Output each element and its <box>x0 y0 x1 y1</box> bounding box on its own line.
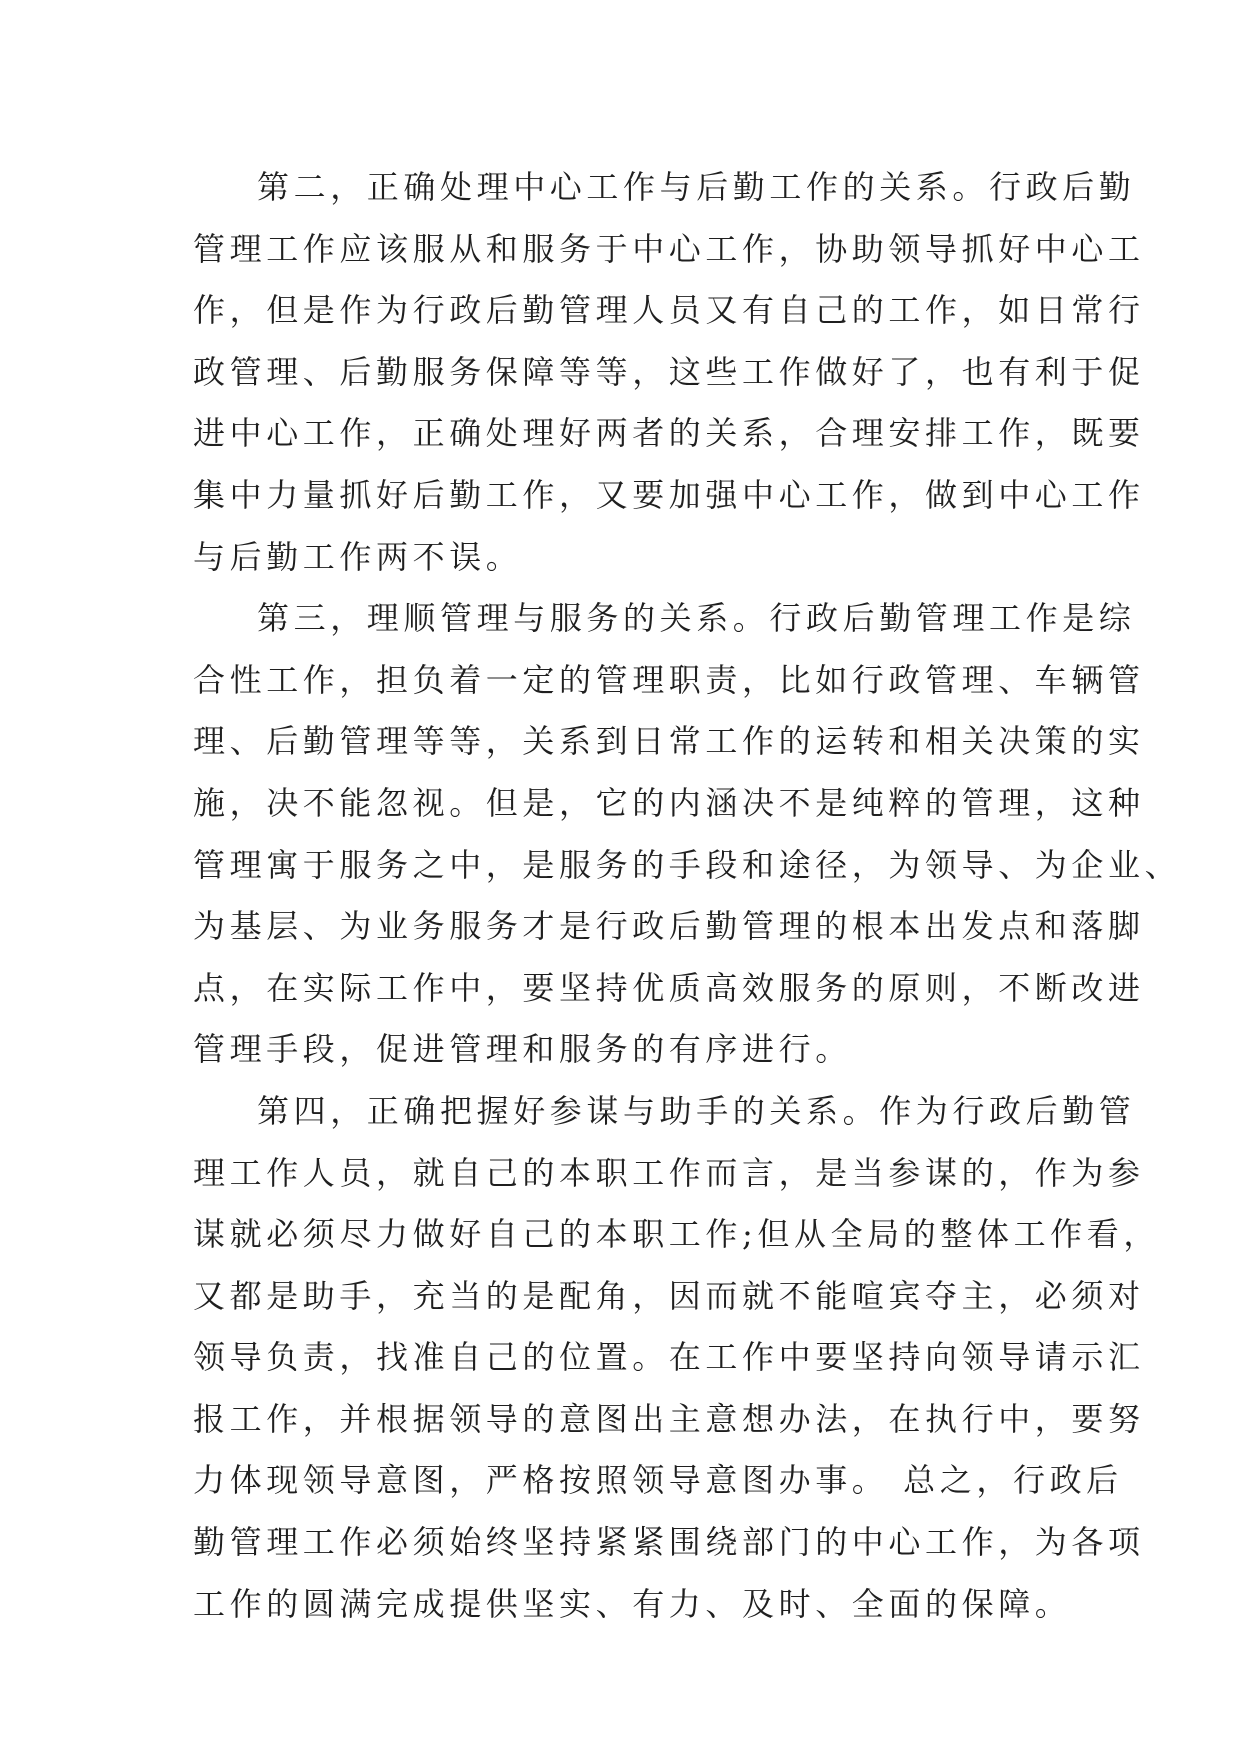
document-body <box>193 157 1182 1635</box>
paragraph-3-line-6: 为基层、为业务服务才是行政后勤管理的根本出发点和落脚 <box>193 907 1145 946</box>
paragraph-3-line-3: 理、后勤管理等等，关系到日常工作的运转和相关决策的实 <box>193 722 1145 761</box>
paragraph-4-line-5: 领导负责，找准自己的位置。在工作中要坚持向领导请示汇 <box>193 1338 1145 1377</box>
paragraph-4-line-7: 力体现领导意图，严格按照领导意图办事。 总之，行政后 <box>193 1461 1123 1500</box>
paragraph-2-line-4: 政管理、后勤服务保障等等，这些工作做好了，也有利于促 <box>193 352 1145 391</box>
paragraph-4-line-4: 又都是助手，充当的是配角，因而就不能喧宾夺主，必须对 <box>193 1276 1145 1315</box>
paragraph-3-line-1: 第三，理顺管理与服务的关系。行政后勤管理工作是综 <box>257 599 1136 638</box>
paragraph-4-line-2: 理工作人员，就自己的本职工作而言，是当参谋的，作为参 <box>193 1153 1145 1192</box>
paragraph-3-line-4: 施，决不能忽视。但是，它的内涵决不是纯粹的管理，这种 <box>193 783 1145 822</box>
paragraph-2-line-6: 集中力量抓好后勤工作，又要加强中心工作，做到中心工作 <box>193 475 1145 514</box>
paragraph-3-line-2: 合性工作，担负着一定的管理职责，比如行政管理、车辆管 <box>193 660 1145 699</box>
paragraph-2-line-1: 第二，正确处理中心工作与后勤工作的关系。行政后勤 <box>257 168 1136 206</box>
paragraph-4-line-6: 报工作，并根据领导的意图出主意想办法，在执行中，要努 <box>193 1399 1145 1438</box>
paragraph-4-line-8: 勤管理工作必须始终坚持紧紧围绕部门的中心工作，为各项 <box>193 1523 1145 1562</box>
paragraph-4-line-9: 工作的圆满完成提供坚实、有力、及时、全面的保障。 <box>193 1584 1072 1623</box>
paragraph-3-line-8: 管理手段，促进管理和服务的有序进行。 <box>193 1030 852 1069</box>
paragraph-3-line-5: 管理寓于服务之中，是服务的手段和途径，为领导、为企业、 <box>193 845 1182 884</box>
paragraph-4-line-1: 第四，正确把握好参谋与助手的关系。作为行政后勤管 <box>257 1091 1136 1130</box>
paragraph-2-line-2: 管理工作应该服从和服务于中心工作，协助领导抓好中心工 <box>193 229 1145 268</box>
paragraph-2-line-7: 与后勤工作两不误。 <box>193 537 523 576</box>
paragraph-2-line-3: 作，但是作为行政后勤管理人员又有自己的工作，如日常行 <box>193 291 1145 330</box>
paragraph-2-line-5: 进中心工作，正确处理好两者的关系，合理安排工作，既要 <box>193 414 1145 453</box>
paragraph-4-line-3: 谋就必须尽力做好自己的本职工作;但从全局的整体工作看， <box>193 1215 1160 1254</box>
paragraph-3-line-7: 点，在实际工作中，要坚持优质高效服务的原则，不断改进 <box>193 968 1145 1007</box>
